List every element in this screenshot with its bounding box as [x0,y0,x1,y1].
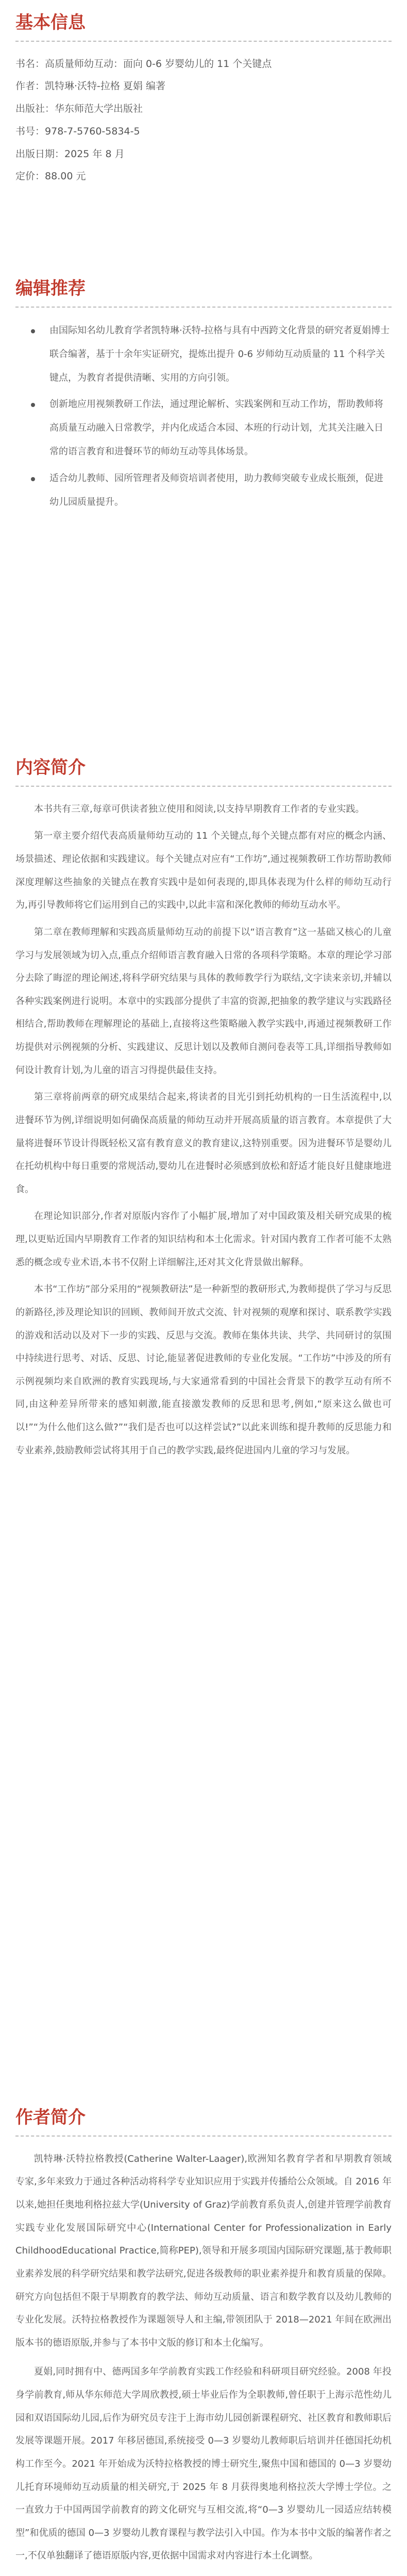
intro-paragraph: 本书“工作坊”部分采用的“视频教研法”是一种新型的教研形式,为教师提供了学习与反思的新路径,涉及理论知识的回顾、教师间开放式交流、针对视频的观摩和探讨、联系教学实践的游戏和活动以及对下一步的实践、反思与交流。教师在集体共读、共学、共同研讨的氛围中持续进行思考、对话、反思、讨论,能显著促进教师的专业化发展。“工作坊”中涉及的所有示例视频均来自欧洲的教育实践现场,与大家通常看到的中国社会背景下的教学互动有所不同,由这种差异所带来的感知刺激,能直接激发教师的反思和思考,例如,“原来这么做也可以!”“为什么他们这么做?”“我们是否也可以这样尝试?”以此来训练和提升教师的反思能力和专业素养,鼓励教师尝试将其用于自己的教学实践,最终促进国内儿童的学习与发展。 [15,1284,392,1456]
author-heading: 作者简介 [15,2107,86,2128]
info-value: 2025 年 8 月 [64,148,125,160]
info-value: 高质量师幼互动：面向 0-6 岁婴幼儿的 11 个关键点 [45,58,272,70]
section-divider [15,307,392,308]
info-label: 作者： [15,80,45,92]
info-row-book-title [15,53,392,76]
recommendation-heading: 编辑推荐 [15,278,86,299]
info-row-price [15,165,392,188]
intro-heading: 内容简介 [15,757,86,778]
info-value: 978-7-5760-5834-5 [45,125,140,137]
bullet-icon [31,329,35,333]
intro-paragraph: 第三章将前两章的研究成果结合起来,将读者的目光引到托幼机构的一日生活流程中,以进餐环节为例,详细说明如何确保高质量的师幼互动并开展高质量的语言教育。本章提供了大量将进餐环节设计得既轻松又富有教育意义的教育建议,这特别重要。因为进餐环节是婴幼儿在托幼机构中每日重要的常规活动,婴幼儿在进餐时必须感到放松和舒适才能良好且健康地进食。 [15,1092,392,1195]
intro-paragraph: 第一章主要介绍代表高质量师幼互动的 11 个关键点,每个关键点都有对应的概念内涵、场景描述、理论依据和实践建议。每个关键点对应有“工作坊”,通过视频教研工作坊帮助教师深度理解这些抽象的关键点在教育实践中是如何表现的,即具体表现为什么样的师幼互动行为,再引导教师将它们运用到自己的实践中,以此丰富和深化教师的师幼互动水平。 [15,831,392,911]
author-paragraph: 夏娟,同时拥有中、德两国多年学前教育实践工作经验和科研项目研究经验。2008 年投身学前教育,师从华东师范大学周欣教授,硕士毕业后作为全职教师,曾任职于上海示范性幼儿园和双语国际幼儿园,后作为研究员专注于上海市幼儿园创新课程研究、社区教育和教师职后发展等课题开展。2017 年移居德国,系统接受 0—3 岁婴幼儿教师职后培训并任德国托幼机构工作至今。2021 年开始成为沃特拉格教授的博士研究生,聚焦中国和德国的 0—3 岁婴幼儿托育环境师幼互动质量的相关研究,于 2025 年 8 月获得奥地利格拉茨大学博士学位。之一直致力于中国两国学前教育的跨文化研究与互相交流,将“0—3 岁婴幼儿一园适应结转模型”和优质的德国 0—3 岁婴幼儿教育课程与教学法引入中国。作为本书中文版的编著作者之一,不仅单独翻译了德语原版内容,更依据中国需求对内容进行本土化调整。 [15,2366,392,2562]
recommendation-text: 创新地应用视频教研工作法，通过理论解析、实践案例和互动工作坊，帮助教师将高质量互动融入日常教学，并内化成适合本园、本班的行动计划，尤其关注融入日常的语言教育和进餐环节的师幼互动等具体场景。 [49,399,383,457]
info-value: 凯特琳·沃特-拉格 夏娟 编著 [45,80,165,92]
section-divider [15,2136,392,2137]
recommendation-item [31,467,392,514]
intro-paragraph: 在理论知识部分,作者对原版内容作了小幅扩展,增加了对中国政策及相关研究成果的梳理,以更贴近国内早期教育工作者的知识结构和本土化需求。针对国内教育工作者可能不太熟悉的概念或专业术语,本书不仅附上详细解注,还对其文化背景做出解释。 [15,1211,392,1268]
basic-info-heading: 基本信息 [15,12,86,33]
intro-paragraph: 第二章在教师理解和实践高质量师幼互动的前提下以“语言教育”这一基础又核心的儿童学习与发展领域为切入点,重点介绍师语言教育融入日常的各项科学策略。本章的理论学习部分去除了晦涩的理论阐述,将科学研究结果与具体的教师教学行为联结,文字读来亲切,并辅以各种实践案例进行说明。本章中的实践部分提供了丰富的资源,把抽象的教学建议与实践路径相结合,帮助教师在理解理论的基础上,直接将这些策略融入教学实践中,再通过视频教研工作坊提供对示例视频的分析、实践建议、反思计划以及教师自测问卷表等工具,详细指导教师如何设计教育计划,为儿童的语言习得提供最佳支持。 [15,926,392,1076]
intro-section [15,757,392,1466]
section-divider [15,41,392,42]
info-row-publisher [15,98,392,121]
section-divider [15,786,392,787]
info-label: 出版社： [15,103,55,115]
info-value: 88.00 元 [45,171,86,182]
info-row-author [15,75,392,98]
recommendation-list [15,319,392,514]
bullet-icon [31,403,35,407]
info-list [15,53,392,188]
info-label: 书名： [15,58,45,70]
recommendation-item [31,319,392,390]
bullet-icon [31,477,35,481]
basic-info-section [15,12,392,188]
author-body [15,2148,392,2568]
recommendation-text: 适合幼儿教师、园所管理者及师资培训者使用，助力教师突破专业成长瓶颈，促进幼儿园质量提升。 [49,473,383,508]
author-paragraph: 凯特琳·沃特拉格教授(Catherine Walter-Laager),欧洲知名教育学者和早期教育领域专家,多年来致力于通过各种活动将科学专业知识应用于实践并传播给公众领域。自 2016 年以来,她担任奥地利格拉兹大学(University of Graz)学前教育系负责人,创建并管理学前教育实践专业化发展国际研究中心(International Center for Professionalization in Early ChildhoodEducational Practice,简称PEP),领导和开展多项国内国际研究课题,基于教师职业素养发展的科学研究结果和教学法研究,促进各级教师的职业素养提升和教育质量的保障。研究方向包括但不限于早期教育的教学法、师幼互动质量、语言和数学教育以及幼儿教师的专业化发展。沃特拉格教授作为课题领导人和主编,带领团队于 2018—2021 年间在欧洲出版本书的德语原版,并参与了本书中文版的修订和本土化编写。 [15,2153,392,2348]
info-label: 书号： [15,125,45,137]
intro-paragraph: 本书共有三章,每章可供读者独立使用和阅读,以支持早期教育工作者的专业实践。 [34,803,365,815]
recommendation-text: 由国际知名幼儿教育学者凯特琳·沃特-拉格与具有中西跨文化背景的研究者夏娟博士联合编著，基于十余年实证研究，提炼出提升 0-6 岁师幼互动质量的 11 个科学关键点，为教育者提供清晰、实用的方向引领。 [49,325,390,383]
recommendation-section [15,278,392,517]
info-row-publish-date [15,143,392,166]
info-label: 定价： [15,171,45,182]
author-section [15,2107,392,2574]
recommendation-item [31,393,392,464]
info-row-isbn [15,121,392,143]
intro-body [15,798,392,1463]
info-label: 出版日期： [15,148,65,160]
info-value: 华东师范大学出版社 [55,103,143,115]
